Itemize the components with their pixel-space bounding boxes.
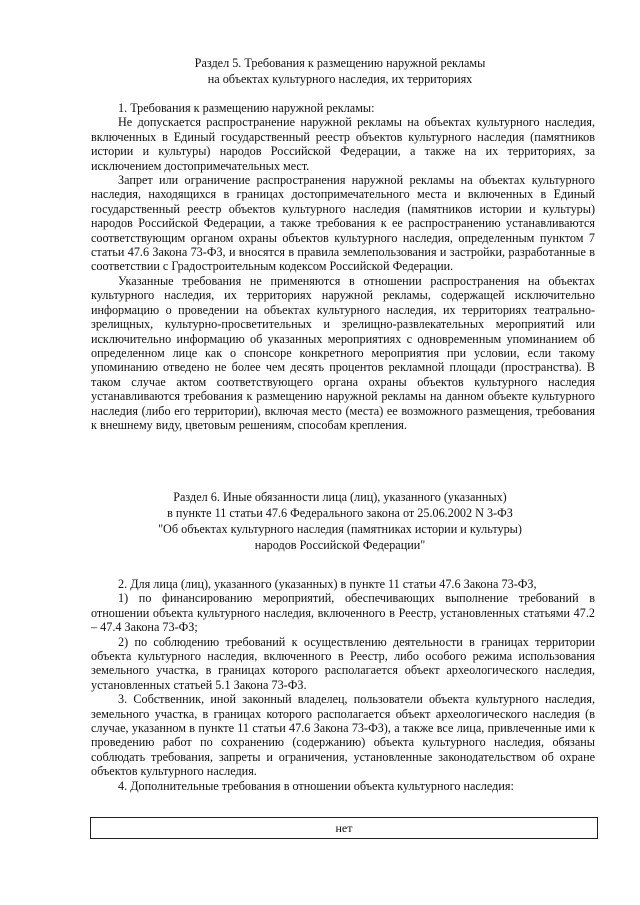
section-5-heading-line: Раздел 5. Требования к размещению наружной рекламы (194, 56, 486, 70)
paragraph: 1) по финансированию мероприятий, обеспечивающих выполнение требований в отношении объекта культурного наследия, включенного в Реестр, установленных статьями 47.2 – 47.4 Закона 73-ФЗ; (91, 591, 595, 635)
paragraph: 1. Требования к размещению наружной рекламы: (118, 101, 375, 115)
paragraph: Не допускается распространение наружной рекламы на объектах культурного наследия, включенных в Единый государственный реестр объектов культурного наследия (памятников истории и культуры) народов Российской Федерации, а также на их территориях, за исключением достопримечательных мест. (91, 115, 595, 173)
paragraph: 3. Собственник, иной законный владелец, пользователи объекта культурного наследия, земельного участка, в границах которого располагается объект археологического наследия (в случае, указанном в пункте 11 статьи 47.6 Закона 73-ФЗ), а также все лица, привлеченные ими к проведению работ по сохранению (содержанию) объекта культурного наследия, обязаны соблюдать требования, запреты и ограничения, установленные законодательством об охране объектов культурного наследия. (91, 692, 595, 779)
paragraph: Указанные требования не применяются в отношении распространения на объектах культурного наследия, их территориях наружной рекламы, содержащей исключительно информацию о проведении на объектах культурного наследия, их территориях театрально-зрелищных, культурно-просветительных и зрелищно-развлекательных мероприятий или исключительно информацию об указанных мероприятиях с одновременным упоминанием об определенном лице как о спонсоре конкретного мероприятия при условии, если такому упоминанию отведено не более чем десять процентов рекламной площади (пространства). В таком случае актом соответствующего органа охраны объектов культурного наследия устанавливаются требования к размещению наружной рекламы на данном объекте культурного наследия (либо его территории), включая место (места) ее возможного размещения, требования к внешнему виду, цветовым решениям, способам крепления. (91, 273, 595, 432)
section-6-heading-line: "Об объектах культурного наследия (памятниках истории и культуры) (158, 522, 522, 536)
section-6-heading-line: народов Российской Федерации" (254, 538, 426, 552)
paragraph: 2. Для лица (лиц), указанного (указанных) в пункте 11 статьи 47.6 Закона 73-ФЗ, (118, 577, 537, 591)
section-5-heading (90, 55, 590, 87)
section-6-body (91, 577, 595, 793)
section-6-heading-line: Раздел 6. Иные обязанности лица (лиц), указанного (указанных) (173, 490, 507, 504)
section-6-heading (90, 489, 590, 553)
paragraph: 4. Дополнительные требования в отношении объекта культурного наследия: (118, 778, 514, 793)
section-6-heading-line: в пункте 11 статьи 47.6 Федерального закона от 25.06.2002 N 3-ФЗ (167, 506, 513, 520)
section-5-heading-line: на объектах культурного наследия, их территориях (207, 72, 473, 86)
section-5-body (91, 101, 595, 432)
additional-requirements-value: нет (335, 821, 353, 835)
paragraph: Запрет или ограничение распространения наружной рекламы на объектах культурного наследия, находящихся в границах достопримечательного места и включенных в Единый государственный реестр объектов культурного наследия (памятников истории и культуры) народов Российской Федерации, а также требования к ее распространению устанавливаются соответствующим органом охраны объектов культурного наследия, определенным пунктом 7 статьи 47.6 Закона 73-ФЗ, и вносятся в правила землепользования и застройки, разработанные в соответствии с Градостроительным кодексом Российской Федерации. (91, 173, 595, 274)
additional-requirements-box (90, 817, 598, 839)
paragraph: 2) по соблюдению требований к осуществлению деятельности в границах территории объекта культурного наследия, включенного в Реестр, либо особого режима использования земельного участка, в границах которого располагается объект археологического наследия, установленных статьей 5.1 Закона 73-ФЗ. (91, 634, 595, 692)
